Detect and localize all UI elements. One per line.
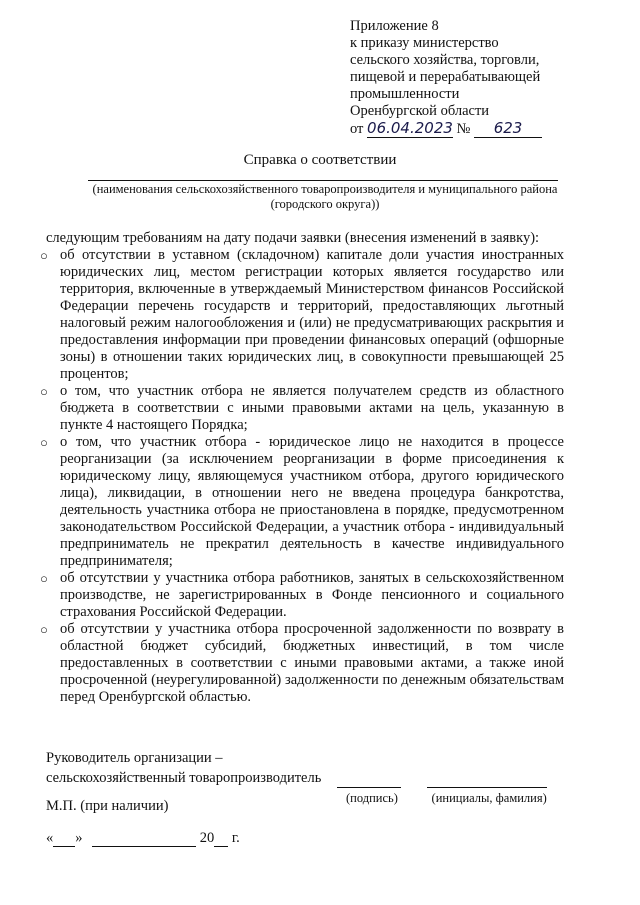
handwritten-date: 06.04.2023 [367,119,453,137]
appendix-date-row [350,120,610,138]
list-item-text: о том, что участник отбора не является получателем средств из областного бюджета в соответствии с иными правовыми актами на цель, указанную в пункте 4 настоящего Порядка; [60,383,564,433]
page-title: Справка о соответствии [243,152,397,168]
appendix-line: Приложение 8 [350,18,439,34]
bullet-icon: ○ [40,571,48,586]
list-item [40,570,564,621]
name-caption: (инициалы, фамилия) [431,791,547,805]
date-row [46,830,240,847]
list-item [40,621,564,706]
organization-name-line [88,180,558,181]
open-quote: « [46,830,54,846]
signature-title-line2: сельскохозяйственный товаропроизводитель [46,770,322,786]
day-line [53,846,75,847]
list-item-text: об отсутствии у участника отбора работников, занятых в сельскохозяйственном производстве, не зарегистрированных в Фонде пенсионного и социального страхования Российской Федерации. [60,570,564,620]
signature-title-line1: Руководитель организации – [46,750,223,766]
bullet-icon: ○ [40,622,48,637]
list-item-text: о том, что участник отбора - юридическое лицо не находится в процессе реорганизации (за исключением реорганизации в форме присоединения к юридическому лицу, являющемуся участником отбора, другого юридического лица), ликвидации, в отношении него не введена процедура банкротства, деятельность участника отбора не приостановлена в порядке, предусмотренном законодательством Российской Федерации, а участник отбора - индивидуальный предприниматель не прекратил деятельность в качестве индивидуального предпринимателя; [60,434,564,569]
bullet-icon: ○ [40,384,48,399]
list-item-text: об отсутствии в уставном (складочном) капитале доли участия иностранных юридических лиц, местом регистрации которых является государство или территория, включенные в утверждаемый Министерством финансов Российской Федерации перечень государств и территорий, предоставляющих льготный налоговый режим налогообложения и (или) не предусматривающих раскрытия и предоставления информации при проведении финансовых операций (офшорные зоны) в отношении таких юридических лиц, в совокупности превышающей 25 процентов; [60,247,564,382]
intro-text: следующим требованиям на дату подачи заявки (внесения изменений в заявку): [46,230,540,246]
requirements-body [40,230,564,706]
close-quote: » [75,830,83,846]
appendix-line: промышленности [350,86,460,102]
list-item [40,247,564,383]
organization-name-caption: (наименования сельскохозяйственного товаропроизводителя и муниципального района (городского округа)) [92,182,558,211]
appendix-line: к приказу министерство [350,35,499,51]
appendix-header [350,18,610,138]
month-line [92,846,196,847]
bullet-icon: ○ [40,435,48,450]
year-suffix: г. [231,830,240,846]
appendix-line: сельского хозяйства, торговли, [350,52,540,68]
year-prefix: 20 [199,830,215,846]
stamp-label: М.П. (при наличии) [46,798,169,814]
signature-row [46,768,547,788]
year-line [214,846,228,847]
list-item [40,383,564,434]
appendix-line: пищевой и перерабатывающей [350,69,541,85]
list-item-text: об отсутствии у участника отбора просроченной задолженности по возврату в областной бюджет субсидий, бюджетных инвестиций, в том числе предоставленных в соответствии с иными правовыми актами, а также иной просроченной (неурегулированной) задолженности по денежным обязательствам перед Оренбургской областью. [60,621,564,705]
handwritten-number: 623 [474,120,542,138]
signature-caption: (подпись) [346,791,398,805]
number-sign: № [456,121,471,137]
appendix-line: Оренбургской области [350,103,490,119]
date-prefix: от [350,121,364,137]
bullet-icon: ○ [40,248,48,263]
list-item [40,434,564,570]
